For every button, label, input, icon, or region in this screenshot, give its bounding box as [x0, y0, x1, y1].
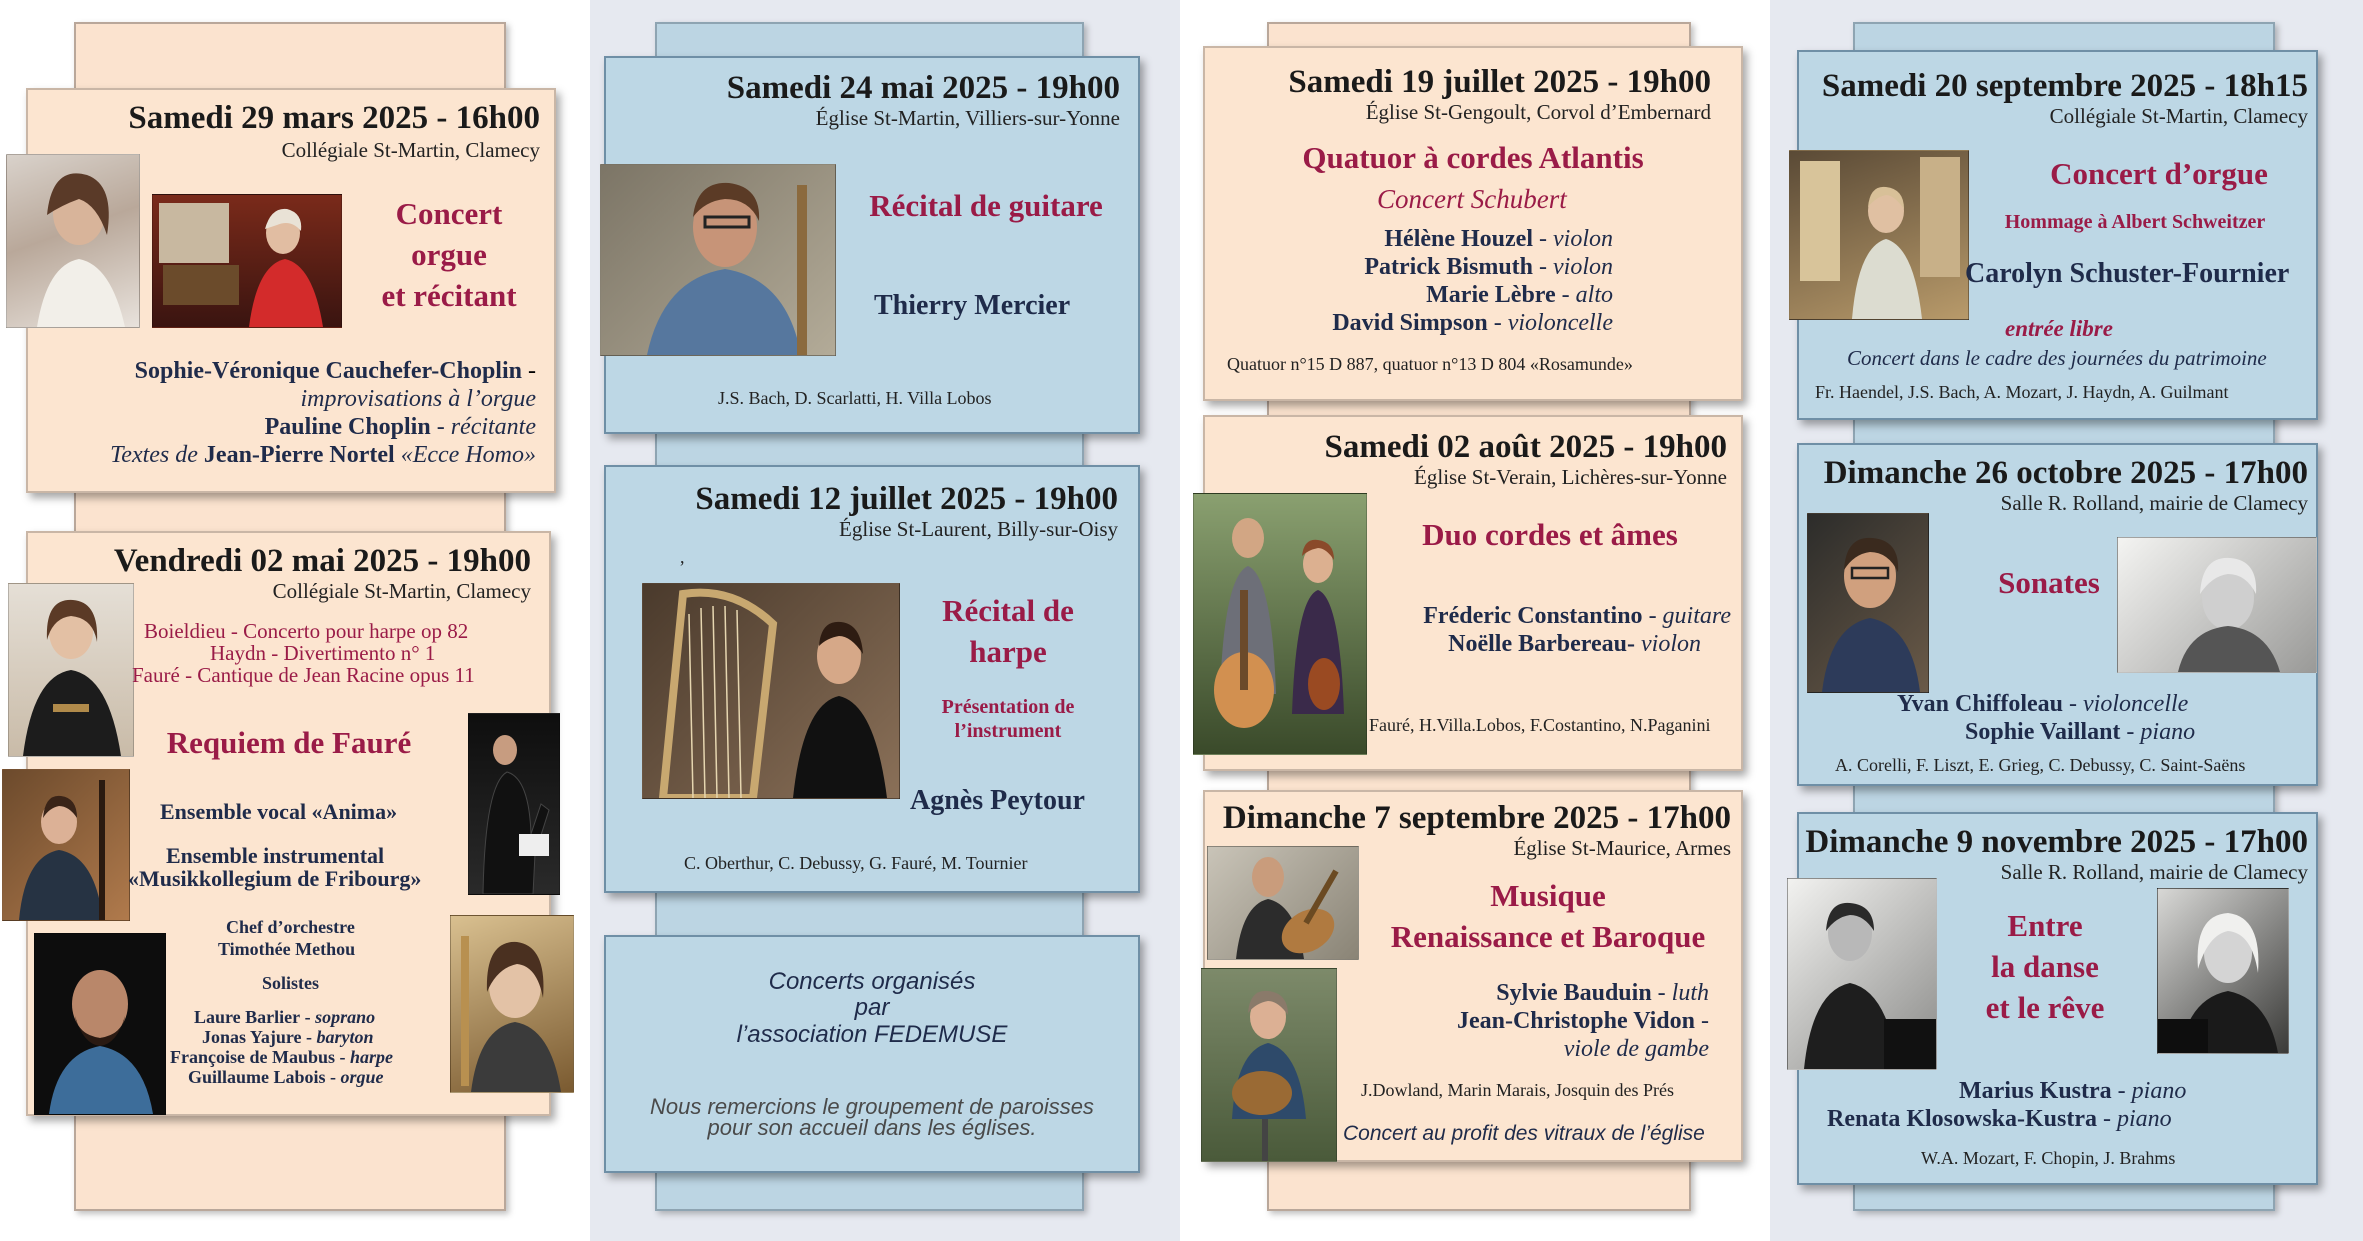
benefit-note: Concert au profit des vitraux de l’église — [1343, 1122, 1705, 1145]
concert-venue: Église St-Laurent, Billy-sur-Oisy — [839, 517, 1118, 541]
soloist-name: Laure Barlier — [194, 1007, 301, 1027]
program-item: Fauré - Cantique de Jean Racine opus 11 — [132, 663, 475, 687]
performer-role: - — [1701, 1008, 1709, 1034]
soloist-line: Laure Barlier - soprano — [194, 1007, 376, 1027]
performer-name: Sophie-Véronique Cauchefer-Choplin — [134, 358, 522, 384]
photo-cellist — [1807, 513, 1929, 693]
performer-role: - piano — [2126, 719, 2196, 745]
photo-musician — [2, 769, 130, 921]
concert-date: Dimanche 7 septembre 2025 - 17h00 — [1222, 800, 1731, 836]
free-entry: entrée libre — [2005, 316, 2113, 341]
composers: J.S. Bach, D. Scarlatti, H. Villa Lobos — [718, 388, 992, 408]
ensemble-instrumental: Ensemble instrumental — [166, 843, 385, 868]
performer-name: Thierry Mercier — [874, 290, 1071, 321]
title-line: et récitant — [381, 277, 517, 313]
performer-line — [1496, 980, 1709, 1008]
thanks-text — [606, 1094, 1138, 1140]
concert-title — [1353, 876, 1743, 958]
concert-title — [344, 194, 554, 317]
organizers-card — [604, 935, 1140, 1173]
concert-venue: Église St-Martin, Villiers-sur-Yonne — [815, 106, 1120, 130]
member-line — [1384, 226, 1613, 254]
concert-title: Sonates — [1998, 565, 2100, 600]
organizers-text — [606, 969, 1138, 1048]
photo-pianist-marius — [1787, 878, 1937, 1070]
concert-subtitle — [898, 695, 1118, 743]
concert-card-20-septembre — [1797, 50, 2318, 420]
concert-title: Quatuor à cordes Atlantis — [1302, 140, 1644, 175]
member-name: Marie Lèbre — [1426, 282, 1556, 308]
title-line: Musique — [1490, 878, 1606, 913]
concert-venue: Salle R. Rolland, mairie de Clamecy — [2000, 491, 2308, 515]
member-role: - violon — [1539, 254, 1613, 280]
composers: C. Oberthur, C. Debussy, G. Fauré, M. Tournier — [684, 853, 1028, 873]
concert-card-9-novembre — [1797, 812, 2318, 1185]
member-line — [1332, 310, 1613, 338]
subtitle-line: l’instrument — [954, 720, 1062, 742]
performer-line — [1448, 631, 1701, 659]
performer-line — [1457, 1008, 1709, 1036]
soloist-line: Françoise de Maubus - harpe — [170, 1047, 394, 1067]
chef-name: Timothée Methou — [218, 939, 356, 959]
performer-role: - violoncelle — [2069, 691, 2189, 717]
organizers-line: Concerts organisés — [768, 968, 976, 995]
photo-guitarist — [600, 164, 836, 356]
concert-venue: Salle R. Rolland, mairie de Clamecy — [2000, 860, 2308, 884]
concert-card-12-juillet — [604, 465, 1140, 893]
performer-role: violon — [1641, 631, 1701, 657]
performer-name: Agnès Peytour — [910, 785, 1085, 816]
stray-comma: , — [680, 547, 685, 567]
concert-date: Dimanche 9 novembre 2025 - 17h00 — [1805, 824, 2308, 860]
member-name: Patrick Bismuth — [1364, 254, 1534, 280]
concert-title: Requiem de Fauré — [166, 725, 412, 760]
composers: Fauré, H.Villa.Lobos, F.Costantino, N.Paganini — [1369, 715, 1711, 735]
photo-pianist — [2117, 537, 2317, 673]
composers: A. Corelli, F. Liszt, E. Grieg, C. Debussy, C. Saint-Saëns — [1835, 755, 2246, 775]
performer-line — [1827, 1106, 2172, 1134]
thanks-line: Nous remercions le groupement de paroisses — [650, 1094, 1094, 1119]
performer-name: Pauline Choplin — [264, 414, 431, 440]
title-line: et le rêve — [1985, 989, 2105, 1025]
photo-conductor-portrait — [34, 933, 166, 1115]
concert-title: Concert d’orgue — [2050, 156, 2268, 191]
composers: Fr. Haendel, J.S. Bach, A. Mozart, J. Haydn, A. Guilmant — [1815, 382, 2229, 402]
concert-title: Récital de guitare — [869, 188, 1103, 223]
title-line: Entre — [2007, 908, 2083, 943]
concert-date: Samedi 29 mars 2025 - 16h00 — [128, 100, 540, 136]
concert-date: Samedi 12 juillet 2025 - 19h00 — [695, 481, 1118, 517]
performer-line — [1965, 719, 2195, 747]
concert-venue: Église St-Gengoult, Corvol d’Embernard — [1365, 100, 1711, 124]
concert-venue: Collégiale St-Martin, Clamecy — [2049, 104, 2308, 128]
performer-name: Sophie Vaillant — [1965, 719, 2121, 745]
ensemble-vocal: Ensemble vocal «Anima» — [160, 799, 398, 824]
title-line: orgue — [411, 236, 487, 272]
soloist-role: soprano — [315, 1007, 376, 1027]
soloist-line: Jonas Yajure - baryton — [202, 1027, 374, 1047]
texts-prefix: Textes de — [110, 442, 198, 468]
concert-card-26-octobre — [1797, 443, 2318, 786]
separator: - — [528, 358, 536, 384]
photo-soloist — [450, 915, 574, 1093]
concert-venue: Collégiale St-Martin, Clamecy — [281, 138, 540, 162]
title-line: harpe — [969, 633, 1047, 669]
organizers-line: l’association FEDEMUSE — [736, 1020, 1008, 1048]
member-name: Hélène Houzel — [1384, 226, 1534, 252]
concert-subtitle: Hommage à Albert Schweitzer — [2004, 211, 2266, 233]
concert-date: Dimanche 26 octobre 2025 - 17h00 — [1823, 455, 2308, 491]
performer-role: improvisations à l’orgue — [300, 386, 536, 412]
concert-date: Samedi 19 juillet 2025 - 19h00 — [1288, 64, 1711, 100]
title-line: Renaissance et Baroque — [1390, 918, 1706, 954]
concert-title — [898, 591, 1118, 673]
photo-organist — [1789, 150, 1969, 320]
concert-card-19-juillet — [1203, 46, 1743, 401]
heritage-note: Concert dans le cadre des journées du patrimoine — [1847, 346, 2267, 370]
concert-title — [1935, 906, 2155, 1029]
concert-title: Duo cordes et âmes — [1422, 517, 1678, 552]
concert-venue: Église St-Verain, Lichères-sur-Yonne — [1414, 465, 1727, 489]
soloist-name: Guillaume Labois — [188, 1067, 326, 1087]
concert-card-02-aout — [1203, 415, 1743, 771]
member-line — [1364, 254, 1613, 282]
photo-organist — [152, 194, 342, 328]
concert-card-mars — [26, 88, 556, 493]
program-item: Boieldieu - Concerto pour harpe op 82 — [144, 619, 469, 643]
performer-role: - guitare — [1648, 603, 1731, 629]
composers: J.Dowland, Marin Marais, Josquin des Prés — [1361, 1080, 1674, 1100]
performer-line — [135, 358, 536, 386]
performer-name: Sylvie Bauduin — [1496, 980, 1652, 1006]
photo-harpist — [8, 583, 134, 757]
texts-work: «Ecce Homo» — [400, 442, 536, 468]
photo-performer — [6, 154, 140, 328]
organizers-line: par — [854, 994, 890, 1022]
photo-duo — [1193, 493, 1367, 755]
member-role: - violoncelle — [1493, 310, 1613, 336]
concert-date: Samedi 20 septembre 2025 - 18h15 — [1821, 68, 2308, 104]
performer-name: Yvan Chiffoleau — [1897, 691, 2064, 717]
performer-name: Jean-Christophe Vidon — [1456, 1008, 1695, 1034]
concert-venue: Église St-Maurice, Armes — [1513, 836, 1731, 860]
concert-card-7-septembre — [1203, 790, 1743, 1162]
ensemble-instrumental-name: «Musikkollegium de Fribourg» — [128, 866, 422, 891]
texts-author: Jean-Pierre Nortel — [203, 442, 395, 468]
performer-line — [1897, 691, 2188, 719]
photo-pianist-renata — [2157, 888, 2289, 1054]
photo-gambist — [1201, 968, 1337, 1162]
performer-line — [265, 414, 536, 442]
concert-subtitle: Concert Schubert — [1377, 184, 1567, 214]
soloist-name: Jonas Yajure — [202, 1027, 302, 1047]
performer-line — [1423, 603, 1731, 631]
chef-label: Chef d’orchestre — [226, 917, 355, 937]
concert-card-mai — [26, 531, 551, 1116]
member-name: David Simpson — [1332, 310, 1488, 336]
concert-venue: Collégiale St-Martin, Clamecy — [272, 579, 531, 603]
performer-name: Renata Klosowska-Kustra — [1827, 1106, 2098, 1132]
title-line: Concert — [395, 196, 503, 231]
photo-conductor — [468, 713, 560, 895]
concert-card-24-mai — [604, 56, 1140, 434]
composers: W.A. Mozart, F. Chopin, J. Brahms — [1921, 1148, 2176, 1168]
performer-line — [1959, 1078, 2186, 1106]
soloist-name: Françoise de Maubus — [170, 1047, 336, 1067]
performer-name: Fréderic Constantino — [1423, 603, 1643, 629]
performer-role: viole de gambe — [1563, 1036, 1709, 1062]
title-line: la danse — [1991, 948, 2099, 984]
performer-role: - récitante — [436, 414, 536, 440]
member-role: - alto — [1561, 282, 1613, 308]
performer-name: Carolyn Schuster-Fournier — [1965, 258, 2290, 289]
thanks-line: pour son accueil dans les églises. — [707, 1114, 1037, 1140]
texts-line — [110, 442, 536, 470]
soloist-role: harpe — [350, 1047, 394, 1067]
soloist-role: baryton — [316, 1027, 374, 1047]
works: Quatuor n°15 D 887, quatuor n°13 D 804 «Rosamunde» — [1227, 354, 1633, 374]
solistes-label: Solistes — [262, 973, 320, 993]
program-item: Haydn - Divertimento n° 1 — [210, 641, 436, 665]
title-line: Récital de — [942, 593, 1074, 628]
photo-lutenist — [1207, 846, 1359, 960]
performer-role: - piano — [2103, 1106, 2172, 1132]
photo-harpist — [642, 583, 900, 799]
performer-role: - piano — [2117, 1078, 2187, 1104]
performer-role: - luth — [1657, 980, 1709, 1006]
member-line — [1426, 282, 1613, 310]
concert-date: Samedi 24 mai 2025 - 19h00 — [726, 70, 1120, 106]
performer-name: Marius Kustra — [1959, 1078, 2112, 1104]
member-role: - violon — [1539, 226, 1613, 252]
performer-name: Noëlle Barbereau- — [1448, 631, 1635, 657]
soloist-line: Guillaume Labois - orgue — [188, 1067, 384, 1087]
soloist-role: orgue — [340, 1067, 384, 1087]
concert-date: Samedi 02 août 2025 - 19h00 — [1324, 429, 1727, 465]
concert-date: Vendredi 02 mai 2025 - 19h00 — [113, 543, 531, 579]
subtitle-line: Présentation de — [941, 696, 1075, 718]
